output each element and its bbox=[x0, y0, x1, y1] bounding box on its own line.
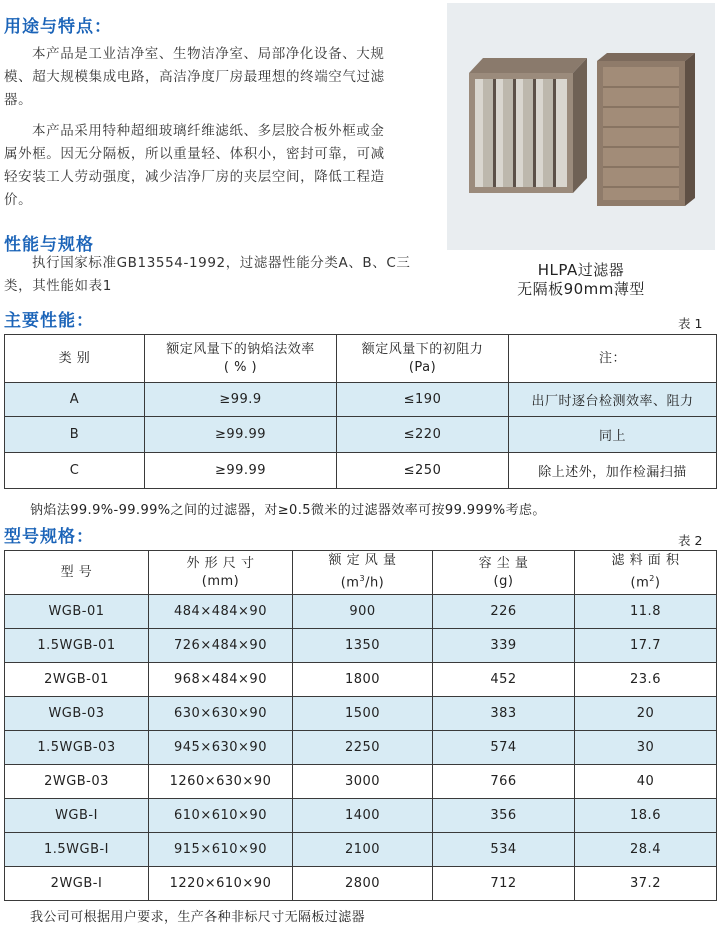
cell-media-area: 11.8 bbox=[575, 595, 717, 629]
cell-dimensions: 945×630×90 bbox=[149, 731, 293, 765]
cell-dimensions: 1260×630×90 bbox=[149, 765, 293, 799]
header-dust-capacity: 容 尘 量 (g) bbox=[433, 551, 575, 595]
photo-caption-line2: 无隔板90mm薄型 bbox=[517, 280, 645, 298]
cell-model: 1.5WGB-Ⅰ bbox=[5, 833, 149, 867]
header-efficiency: 额定风量下的钠焰法效率 ( % ) bbox=[145, 335, 337, 383]
cell-efficiency: ≥99.99 bbox=[145, 453, 337, 489]
header-dimensions: 外 形 尺 寸 (mm) bbox=[149, 551, 293, 595]
usage-line: 模、超大规模集成电路，高洁净度厂房最理想的终端空气过滤 bbox=[4, 69, 385, 85]
cell-note: 出厂时逐台检测效率、阻力 bbox=[509, 383, 717, 417]
usage-line: 属外框。因无分隔板，所以重量轻、体积小，密封可靠，可减 bbox=[4, 146, 385, 162]
header-resistance: 额定风量下的初阻力 (Pa) bbox=[337, 335, 509, 383]
table-row bbox=[5, 663, 717, 697]
cell-media-area: 37.2 bbox=[575, 867, 717, 901]
cell-note: 同上 bbox=[509, 417, 717, 453]
cell-airflow: 1350 bbox=[293, 629, 433, 663]
usage-line: 本产品是工业洁净室、生物洁净室、局部净化设备、大规 bbox=[32, 46, 385, 62]
header-media-area: 滤 料 面 积 $(m^2)$ bbox=[575, 551, 717, 595]
photo-caption-line1: HLPA过滤器 bbox=[537, 261, 625, 279]
cell-model: 2WGB-03 bbox=[5, 765, 149, 799]
cell-airflow: 1500 bbox=[293, 697, 433, 731]
usage-line: 轻安装工人劳动强度，减少洁净厂房的夹层空间，降低工程造 bbox=[4, 169, 385, 185]
filter-illustration bbox=[447, 3, 715, 250]
cell-dust-capacity: 226 bbox=[433, 595, 575, 629]
table-row bbox=[5, 731, 717, 765]
cell-model: 1.5WGB-01 bbox=[5, 629, 149, 663]
cell-note: 除上述外，加作检漏扫描 bbox=[509, 453, 717, 489]
cell-resistance: ≤190 bbox=[337, 383, 509, 417]
cell-category: C bbox=[5, 453, 145, 489]
cell-dust-capacity: 383 bbox=[433, 697, 575, 731]
cell-dust-capacity: 356 bbox=[433, 799, 575, 833]
usage-paragraph-2 bbox=[4, 120, 444, 212]
cell-resistance: ≤220 bbox=[337, 417, 509, 453]
cell-media-area: 18.6 bbox=[575, 799, 717, 833]
spec-line: 执行国家标准GB13554-1992，过滤器性能分类A、B、C三 bbox=[32, 255, 411, 271]
cell-dimensions: 1220×610×90 bbox=[149, 867, 293, 901]
usage-heading: 用途与特点： bbox=[4, 17, 112, 37]
cell-airflow: 1400 bbox=[293, 799, 433, 833]
cell-media-area: 40 bbox=[575, 765, 717, 799]
cell-dimensions: 484×484×90 bbox=[149, 595, 293, 629]
cell-dust-capacity: 712 bbox=[433, 867, 575, 901]
table-row bbox=[5, 595, 717, 629]
cell-category: B bbox=[5, 417, 145, 453]
usage-paragraph-1 bbox=[4, 43, 444, 112]
cell-airflow: 3000 bbox=[293, 765, 433, 799]
custom-size-note: 我公司可根据用户要求，生产各种非标尺寸无隔板过滤器 bbox=[30, 910, 366, 925]
usage-line: 本产品采用特种超细玻璃纤维滤纸、多层胶合板外框或金 bbox=[32, 123, 385, 139]
cell-dust-capacity: 534 bbox=[433, 833, 575, 867]
cell-model: WGB-Ⅰ bbox=[5, 799, 149, 833]
cell-media-area: 17.7 bbox=[575, 629, 717, 663]
usage-line: 器。 bbox=[4, 92, 33, 108]
performance-heading: 主要性能： bbox=[4, 311, 94, 331]
cell-resistance: ≤250 bbox=[337, 453, 509, 489]
spec-paragraph bbox=[4, 252, 444, 298]
cell-airflow: 2250 bbox=[293, 731, 433, 765]
cell-dust-capacity: 574 bbox=[433, 731, 575, 765]
cell-dimensions: 915×610×90 bbox=[149, 833, 293, 867]
header-note: 注： bbox=[509, 335, 717, 383]
spec-line: 类，其性能如表1 bbox=[4, 278, 112, 294]
cell-model: 2WGB-01 bbox=[5, 663, 149, 697]
table-row bbox=[5, 383, 717, 417]
spec-heading: 性能与规格 bbox=[4, 235, 94, 255]
usage-line: 价。 bbox=[4, 192, 33, 208]
table-row bbox=[5, 833, 717, 867]
cell-model: 2WGB-Ⅰ bbox=[5, 867, 149, 901]
table-row bbox=[5, 629, 717, 663]
cell-media-area: 28.4 bbox=[575, 833, 717, 867]
cell-dust-capacity: 339 bbox=[433, 629, 575, 663]
cell-airflow: 1800 bbox=[293, 663, 433, 697]
cell-airflow: 2800 bbox=[293, 867, 433, 901]
cell-model: WGB-01 bbox=[5, 595, 149, 629]
table1-label: 表 1 bbox=[678, 316, 703, 331]
table2-label: 表 2 bbox=[678, 533, 703, 548]
cell-airflow: 900 bbox=[293, 595, 433, 629]
model-heading: 型号规格： bbox=[4, 527, 94, 547]
cell-dust-capacity: 452 bbox=[433, 663, 575, 697]
cell-media-area: 30 bbox=[575, 731, 717, 765]
table-row bbox=[5, 453, 717, 489]
cell-media-area: 20 bbox=[575, 697, 717, 731]
cell-model: WGB-03 bbox=[5, 697, 149, 731]
cell-dust-capacity: 766 bbox=[433, 765, 575, 799]
header-model: 型 号 bbox=[5, 551, 149, 595]
model-table bbox=[4, 550, 717, 901]
table-row bbox=[5, 765, 717, 799]
cell-dimensions: 610×610×90 bbox=[149, 799, 293, 833]
cell-model: 1.5WGB-03 bbox=[5, 731, 149, 765]
table-row bbox=[5, 417, 717, 453]
table-row bbox=[5, 697, 717, 731]
header-category: 类 别 bbox=[5, 335, 145, 383]
table-row bbox=[5, 867, 717, 901]
cell-dimensions: 726×484×90 bbox=[149, 629, 293, 663]
performance-note: 钠焰法99.9%-99.99%之间的过滤器，对≥0.5微米的过滤器效率可按99.999%考虑。 bbox=[30, 503, 546, 518]
performance-table bbox=[4, 334, 717, 489]
cell-airflow: 2100 bbox=[293, 833, 433, 867]
header-airflow: 额 定 风 量 $(m^3/h)$ bbox=[293, 551, 433, 595]
cell-media-area: 23.6 bbox=[575, 663, 717, 697]
model-header-row bbox=[5, 551, 717, 595]
cell-dimensions: 630×630×90 bbox=[149, 697, 293, 731]
table-row bbox=[5, 799, 717, 833]
performance-header-row bbox=[5, 335, 717, 383]
cell-category: A bbox=[5, 383, 145, 417]
cell-dimensions: 968×484×90 bbox=[149, 663, 293, 697]
cell-efficiency: ≥99.9 bbox=[145, 383, 337, 417]
filter-photo bbox=[447, 3, 715, 250]
cell-efficiency: ≥99.99 bbox=[145, 417, 337, 453]
